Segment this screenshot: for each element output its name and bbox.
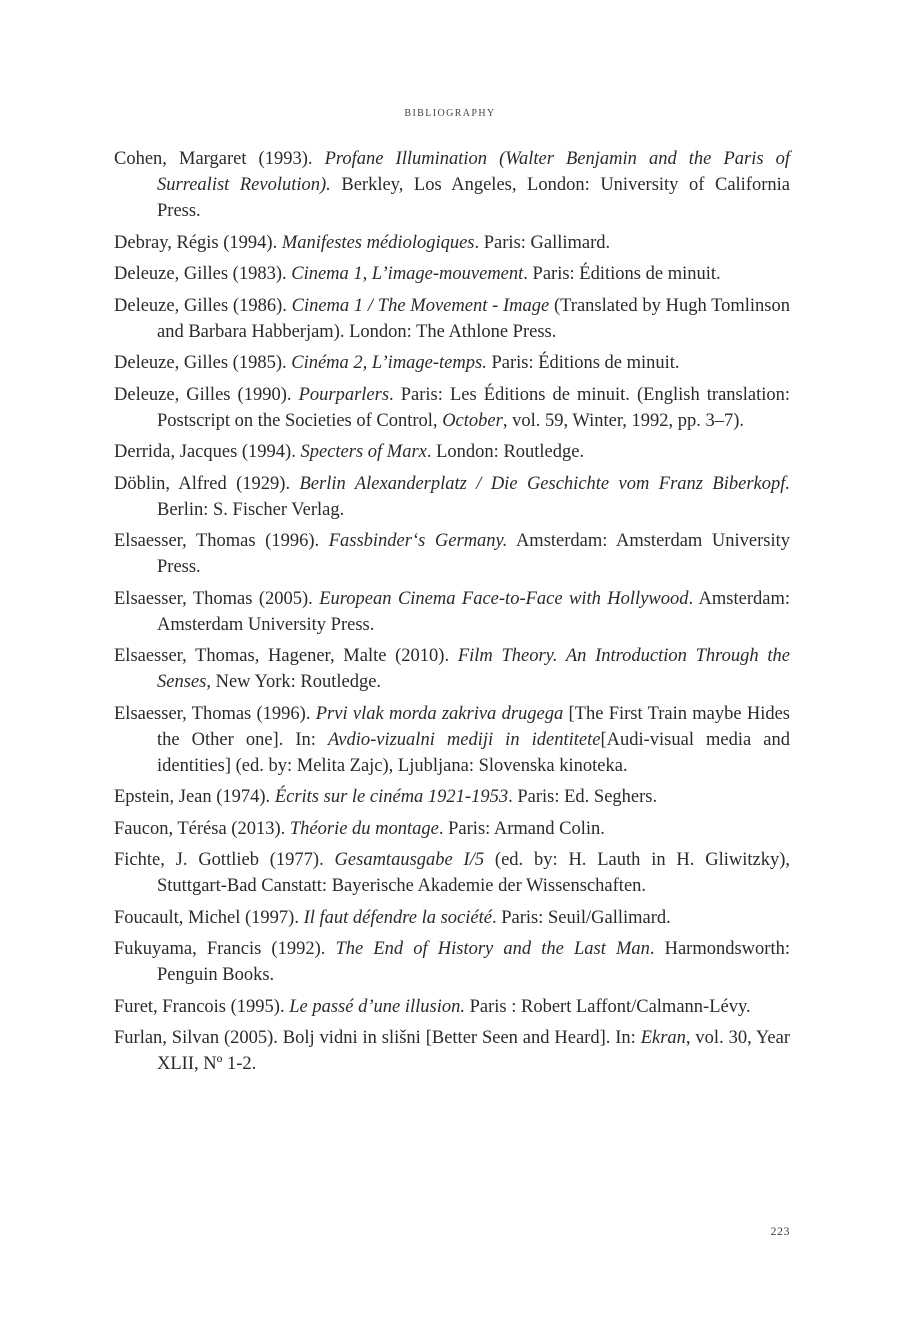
entry-title: Film Theory. An Introduction Through the Senses (157, 646, 790, 692)
entry-author-year: Fukuyama, Francis (1992). (114, 939, 336, 959)
running-head: BIBLIOGRAPHY (404, 108, 496, 119)
entry-book-title: Avdio-vizualni mediji in identitete (327, 729, 601, 750)
entry-author-year: Debray, Régis (1994). (114, 232, 282, 253)
bibliography-entry (114, 586, 790, 638)
page-number: 223 (770, 1224, 790, 1238)
bibliography-entry (114, 528, 790, 580)
entry-publication: . Paris: Éditions de minuit. (523, 264, 721, 284)
bibliography-entry (114, 471, 790, 523)
entry-author-year: Deleuze, Gilles (1985). (114, 353, 292, 373)
bibliography-entry (114, 701, 790, 779)
entry-author-year: Deleuze, Gilles (1990). (114, 384, 299, 405)
bibliography-list (114, 146, 790, 1083)
entry-author-year: Furlan, Silvan (2005). Bolj vidni in slišni [Better Seen and Heard]. In: (114, 1028, 641, 1048)
bibliography-entry (114, 643, 790, 695)
bibliography-entry (114, 261, 790, 287)
entry-author-year: Elsaesser, Thomas (1996). (114, 703, 316, 724)
bibliography-entry (114, 784, 790, 810)
entry-title: Profane Illumination (Walter Benjamin and the Paris of Surrealist Revolution). (157, 149, 790, 195)
bibliography-entry (114, 994, 790, 1020)
entry-title: Le passé d’une illusion. (289, 996, 465, 1017)
entry-publication: , New York: Routledge. (206, 672, 382, 692)
entry-title: Il faut défendre la société (303, 907, 492, 928)
entry-title: Fassbinder‘s Germany. (328, 531, 508, 551)
bibliography-entry (114, 905, 790, 931)
entry-author-year: Fichte, J. Gottlieb (1977). (114, 850, 335, 870)
entry-author-year: Deleuze, Gilles (1986). (114, 295, 292, 316)
entry-publication: Paris : Robert Laffont/Calmann-Lévy. (464, 996, 751, 1017)
entry-author-year: Faucon, Térésa (2013). (114, 818, 290, 839)
entry-title: Manifestes médiologiques (281, 232, 475, 253)
entry-publication: Berkley, Los Angeles, London: University of California Press. (157, 175, 790, 221)
entry-publication: (Translated by Hugh Tomlinson and Barbara Habberjam). London: The Athlone Press. (157, 295, 790, 342)
entry-title: Ekran (640, 1028, 686, 1048)
entry-publication: , vol. 30, Year XLII, Nº 1-2. (157, 1028, 790, 1074)
entry-author-year: Cohen, Margaret (1993). (114, 149, 325, 169)
entry-publication: . Amsterdam: Amsterdam University Press. (157, 588, 791, 635)
bibliography-entry (114, 847, 790, 899)
entry-publication: Berlin: S. Fischer Verlag. (157, 499, 345, 520)
entry-title: European Cinema Face-to-Face with Hollywood (319, 588, 689, 609)
entry-title: Prvi vlak morda zakriva drugega (315, 703, 564, 724)
entry-publication: . Paris: Gallimard. (474, 232, 611, 253)
bibliography-entry (114, 936, 790, 988)
bibliography-entry (114, 382, 790, 434)
entry-publication: [The First Train maybe Hides the Other one]. In: (157, 703, 790, 750)
entry-author-year: Derrida, Jacques (1994). (114, 442, 301, 462)
bibliography-entry (114, 146, 790, 224)
entry-author-year: Elsaesser, Thomas (1996). (114, 531, 329, 551)
entry-publication: Paris: Éditions de minuit. (486, 353, 680, 373)
bibliography-entry (114, 439, 790, 465)
entry-author-year: Deleuze, Gilles (1983). (114, 264, 292, 284)
entry-publication-details: [Audi-visual media and identities] (ed. by: Melita Zajc), Ljubljana: Slovenska kinoteka. (157, 729, 790, 776)
entry-title: Pourparlers (298, 384, 390, 405)
entry-publication: (ed. by: H. Lauth in H. Gliwitzky), Stuttgart-Bad Canstatt: Bayerische Akademie der Wissenschaften. (157, 850, 790, 896)
entry-title: Cinéma 2, L’image-temps. (291, 353, 487, 373)
entry-title: Berlin Alexanderplatz / Die Geschichte vom Franz Biberkopf. (299, 473, 790, 494)
entry-author-year: Foucault, Michel (1997). (114, 907, 304, 928)
entry-publication: . Paris: Ed. Seghers. (508, 787, 658, 807)
entry-publication: . Paris: Les Éditions de minuit. (English translation: Postscript on the Societies of Control, (157, 384, 790, 431)
entry-publication: . Paris: Armand Colin. (438, 818, 605, 839)
entry-publication: Amsterdam: Amsterdam University Press. (157, 531, 790, 577)
entry-publication: . Paris: Seuil/Gallimard. (491, 907, 671, 928)
bibliography-entry (114, 230, 790, 256)
entry-title: Gesamtausgabe I/5 (334, 850, 485, 870)
entry-title: Cinema 1 / The Movement - Image (291, 295, 550, 316)
entry-publication: . Harmondsworth: Penguin Books. (157, 939, 790, 985)
entry-author-year: Elsaesser, Thomas, Hagener, Malte (2010). (114, 646, 458, 666)
entry-author-year: Epstein, Jean (1974). (114, 787, 275, 807)
bibliography-entry (114, 816, 790, 842)
entry-title: The End of History and the Last Man (335, 939, 650, 959)
bibliography-entry (114, 350, 790, 376)
entry-author-year: Elsaesser, Thomas (2005). (114, 588, 320, 609)
entry-title: Théorie du montage (289, 818, 439, 839)
entry-title: Specters of Marx (300, 442, 427, 462)
entry-publication: . London: Routledge. (426, 442, 585, 462)
bibliography-entry (114, 293, 790, 345)
bibliography-entry (114, 1025, 790, 1077)
entry-title: Écrits sur le cinéma 1921-1953 (274, 787, 509, 807)
entry-author-year: Furet, Francois (1995). (114, 996, 290, 1017)
entry-author-year: Döblin, Alfred (1929). (114, 473, 300, 494)
entry-publication-details: , vol. 59, Winter, 1992, pp. 3–7). (502, 410, 745, 431)
entry-journal-title: October (442, 410, 503, 431)
entry-title: Cinema 1, L’image-mouvement (291, 264, 524, 284)
